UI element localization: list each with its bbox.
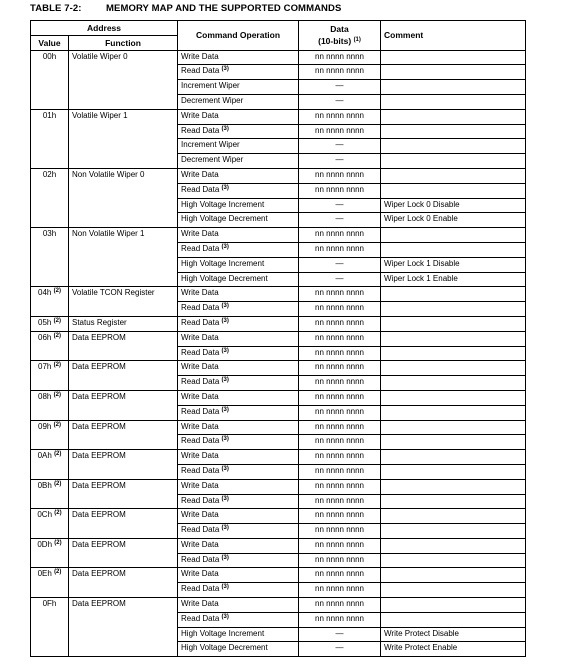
command-label: Read Data <box>181 613 220 623</box>
data-cell: — <box>299 80 381 95</box>
function-cell: Data EEPROM <box>69 390 178 420</box>
command-label: Read Data <box>181 465 220 475</box>
command-note: (3) <box>221 347 229 354</box>
command-label: Read Data <box>181 584 220 594</box>
command-note: (3) <box>221 584 229 591</box>
address-note: (2) <box>54 539 62 546</box>
command-label: Increment Wiper <box>181 81 240 91</box>
command-cell <box>178 464 299 479</box>
data-cell: nn nnnn nnnn <box>299 583 381 598</box>
function-cell: Volatile Wiper 0 <box>69 50 178 109</box>
comment-cell: Wiper Lock 1 Enable <box>381 272 526 287</box>
command-label: Write Data <box>181 599 219 609</box>
command-label: High Voltage Increment <box>181 199 265 209</box>
address-note: (2) <box>53 391 61 398</box>
command-cell <box>178 50 299 65</box>
command-label: Write Data <box>181 510 219 520</box>
command-cell <box>178 287 299 302</box>
address-value: 0Ch <box>37 510 53 520</box>
data-cell: nn nnnn nnnn <box>299 376 381 391</box>
comment-cell: Wiper Lock 0 Disable <box>381 198 526 213</box>
table-title: MEMORY MAP AND THE SUPPORTED COMMANDS <box>106 3 342 14</box>
comment-cell <box>381 420 526 435</box>
data-header-label: Data <box>330 24 349 35</box>
command-cell <box>178 390 299 405</box>
data-cell: nn nnnn nnnn <box>299 479 381 494</box>
address-value: 03h <box>42 229 57 239</box>
data-cell: nn nnnn nnnn <box>299 538 381 553</box>
command-label: Write Data <box>181 451 219 461</box>
value-header: Value <box>31 35 69 50</box>
address-value: 08h <box>38 391 52 401</box>
comment-header: Comment <box>381 21 526 51</box>
comment-cell <box>381 331 526 346</box>
command-cell <box>178 242 299 257</box>
data-cell: — <box>299 642 381 657</box>
address-value: 07h <box>38 362 52 372</box>
command-label: Read Data <box>181 377 220 387</box>
command-cell <box>178 376 299 391</box>
comment-cell <box>381 302 526 317</box>
comment-cell <box>381 80 526 95</box>
command-cell <box>178 583 299 598</box>
command-label: Read Data <box>181 554 220 564</box>
table-row <box>31 450 526 465</box>
address-note: (2) <box>54 569 62 576</box>
command-label: Write Data <box>181 288 219 298</box>
command-label: Read Data <box>181 406 220 416</box>
command-cell <box>178 154 299 169</box>
command-cell <box>178 346 299 361</box>
command-label: Write Data <box>181 569 219 579</box>
command-label: High Voltage Decrement <box>181 214 268 224</box>
comment-cell <box>381 494 526 509</box>
table-row <box>31 598 526 613</box>
function-cell: Data EEPROM <box>69 479 178 509</box>
address-value-cell <box>31 109 69 168</box>
command-cell <box>178 109 299 124</box>
comment-cell <box>381 65 526 80</box>
function-cell: Data EEPROM <box>69 509 178 539</box>
comment-cell <box>381 316 526 331</box>
command-label: Write Data <box>181 421 219 431</box>
command-cell <box>178 494 299 509</box>
address-value-cell <box>31 390 69 420</box>
data-cell: nn nnnn nnnn <box>299 568 381 583</box>
function-cell: Data EEPROM <box>69 538 178 568</box>
comment-cell <box>381 450 526 465</box>
data-cell: nn nnnn nnnn <box>299 390 381 405</box>
comment-cell <box>381 50 526 65</box>
command-label: High Voltage Decrement <box>181 273 268 283</box>
command-cell <box>178 420 299 435</box>
data-header-note: (1) <box>353 37 361 44</box>
command-label: Read Data <box>181 495 220 505</box>
command-cell <box>178 65 299 80</box>
command-note: (3) <box>221 317 229 324</box>
address-value-cell <box>31 509 69 539</box>
data-cell: nn nnnn nnnn <box>299 302 381 317</box>
command-cell <box>178 331 299 346</box>
comment-cell <box>381 124 526 139</box>
command-label: High Voltage Increment <box>181 628 265 638</box>
comment-cell <box>381 390 526 405</box>
comment-cell <box>381 154 526 169</box>
address-note: (2) <box>53 317 61 324</box>
data-cell: nn nnnn nnnn <box>299 228 381 243</box>
data-cell: — <box>299 257 381 272</box>
command-cell <box>178 183 299 198</box>
table-row <box>31 479 526 494</box>
command-label: Read Data <box>181 317 220 327</box>
address-note: (2) <box>54 510 62 517</box>
command-cell <box>178 94 299 109</box>
command-label: Write Data <box>181 169 219 179</box>
address-value-cell <box>31 361 69 391</box>
address-note: (2) <box>53 288 61 295</box>
comment-cell <box>381 464 526 479</box>
comment-cell: Write Protect Enable <box>381 642 526 657</box>
command-note: (3) <box>221 613 229 620</box>
command-cell <box>178 509 299 524</box>
data-cell: nn nnnn nnnn <box>299 124 381 139</box>
command-label: Write Data <box>181 539 219 549</box>
command-cell <box>178 302 299 317</box>
command-cell <box>178 124 299 139</box>
command-label: Write Data <box>181 51 219 61</box>
table-row <box>31 228 526 243</box>
command-cell <box>178 598 299 613</box>
comment-cell <box>381 509 526 524</box>
table-row <box>31 109 526 124</box>
table-caption <box>30 3 341 14</box>
table-row <box>31 316 526 331</box>
comment-cell <box>381 538 526 553</box>
comment-cell <box>381 405 526 420</box>
address-value: 02h <box>42 169 57 179</box>
address-value: 0Fh <box>42 599 57 609</box>
command-label: Read Data <box>181 184 220 194</box>
table-row <box>31 420 526 435</box>
data-cell: — <box>299 627 381 642</box>
command-note: (3) <box>221 66 229 73</box>
address-value-cell <box>31 287 69 317</box>
command-label: Read Data <box>181 436 220 446</box>
command-cell <box>178 435 299 450</box>
address-note: (2) <box>54 480 62 487</box>
command-cell <box>178 168 299 183</box>
command-cell <box>178 139 299 154</box>
data-cell: nn nnnn nnnn <box>299 598 381 613</box>
table-row <box>31 509 526 524</box>
command-cell <box>178 479 299 494</box>
function-cell: Non Volatile Wiper 0 <box>69 168 178 227</box>
command-label: Read Data <box>181 303 220 313</box>
command-cell <box>178 538 299 553</box>
command-cell <box>178 450 299 465</box>
comment-cell <box>381 109 526 124</box>
data-cell: — <box>299 272 381 287</box>
command-label: Write Data <box>181 391 219 401</box>
address-note: (2) <box>53 332 61 339</box>
command-label: Read Data <box>181 125 220 135</box>
comment-cell <box>381 435 526 450</box>
comment-cell <box>381 568 526 583</box>
command-cell <box>178 568 299 583</box>
comment-cell <box>381 612 526 627</box>
address-value-cell <box>31 598 69 657</box>
comment-cell: Write Protect Disable <box>381 627 526 642</box>
table-row <box>31 538 526 553</box>
command-cell <box>178 257 299 272</box>
address-value-cell <box>31 479 69 509</box>
command-note: (3) <box>221 406 229 413</box>
data-cell: nn nnnn nnnn <box>299 50 381 65</box>
command-note: (3) <box>221 554 229 561</box>
command-cell <box>178 272 299 287</box>
address-header: Address <box>31 21 178 36</box>
command-cell <box>178 361 299 376</box>
data-cell: nn nnnn nnnn <box>299 494 381 509</box>
address-note: (2) <box>53 421 61 428</box>
address-value-cell <box>31 450 69 480</box>
table-row <box>31 287 526 302</box>
address-note: (2) <box>53 362 61 369</box>
address-value-cell <box>31 316 69 331</box>
table-body <box>31 50 526 657</box>
function-cell: Data EEPROM <box>69 450 178 480</box>
comment-cell: Wiper Lock 0 Enable <box>381 213 526 228</box>
address-note: (2) <box>54 451 62 458</box>
command-header: Command Operation <box>178 21 299 51</box>
address-value-cell <box>31 568 69 598</box>
command-label: Write Data <box>181 110 219 120</box>
command-note: (3) <box>221 465 229 472</box>
comment-cell <box>381 598 526 613</box>
command-label: High Voltage Increment <box>181 258 265 268</box>
command-cell <box>178 213 299 228</box>
command-note: (3) <box>221 243 229 250</box>
function-cell: Volatile Wiper 1 <box>69 109 178 168</box>
data-header <box>299 21 381 51</box>
function-cell: Non Volatile Wiper 1 <box>69 228 178 287</box>
comment-cell <box>381 139 526 154</box>
function-cell: Volatile TCON Register <box>69 287 178 317</box>
address-value: 0Eh <box>37 569 52 579</box>
data-cell: nn nnnn nnnn <box>299 287 381 302</box>
data-cell: nn nnnn nnnn <box>299 509 381 524</box>
comment-cell <box>381 94 526 109</box>
table-header <box>31 21 526 51</box>
command-cell <box>178 553 299 568</box>
address-value: 0Bh <box>37 480 52 490</box>
command-note: (3) <box>221 125 229 132</box>
function-cell: Data EEPROM <box>69 568 178 598</box>
comment-cell <box>381 346 526 361</box>
data-cell: nn nnnn nnnn <box>299 405 381 420</box>
function-cell: Data EEPROM <box>69 598 178 657</box>
function-cell: Data EEPROM <box>69 361 178 391</box>
command-label: Write Data <box>181 332 219 342</box>
data-cell: nn nnnn nnnn <box>299 524 381 539</box>
address-value: 0Dh <box>37 539 53 549</box>
command-note: (3) <box>221 436 229 443</box>
command-label: Read Data <box>181 243 220 253</box>
command-cell <box>178 627 299 642</box>
command-cell <box>178 405 299 420</box>
comment-cell: Wiper Lock 1 Disable <box>381 257 526 272</box>
command-label: Write Data <box>181 229 219 239</box>
address-value: 06h <box>38 332 52 342</box>
command-note: (3) <box>221 377 229 384</box>
command-label: Write Data <box>181 362 219 372</box>
command-note: (3) <box>221 184 229 191</box>
comment-cell <box>381 168 526 183</box>
function-cell: Data EEPROM <box>69 331 178 361</box>
address-value: 01h <box>42 110 57 120</box>
command-label: Read Data <box>181 66 220 76</box>
comment-cell <box>381 479 526 494</box>
command-cell <box>178 316 299 331</box>
command-note: (3) <box>221 495 229 502</box>
table-row <box>31 168 526 183</box>
data-header-sub: (10-bits) <box>318 36 352 47</box>
comment-cell <box>381 376 526 391</box>
command-label: Decrement Wiper <box>181 95 244 105</box>
data-cell: nn nnnn nnnn <box>299 168 381 183</box>
table-number: TABLE 7-2: <box>30 3 82 14</box>
data-cell: nn nnnn nnnn <box>299 612 381 627</box>
function-header: Function <box>69 35 178 50</box>
command-note: (3) <box>221 525 229 532</box>
memory-map-table <box>30 20 526 657</box>
command-cell <box>178 642 299 657</box>
comment-cell <box>381 361 526 376</box>
comment-cell <box>381 228 526 243</box>
data-cell: nn nnnn nnnn <box>299 65 381 80</box>
command-label: Read Data <box>181 347 220 357</box>
data-cell: — <box>299 213 381 228</box>
data-cell: nn nnnn nnnn <box>299 109 381 124</box>
data-cell: nn nnnn nnnn <box>299 361 381 376</box>
table-row <box>31 331 526 346</box>
command-label: Read Data <box>181 525 220 535</box>
address-value: 00h <box>42 51 57 61</box>
command-label: Write Data <box>181 480 219 490</box>
address-value-cell <box>31 420 69 450</box>
data-cell: nn nnnn nnnn <box>299 435 381 450</box>
command-cell <box>178 228 299 243</box>
comment-cell <box>381 553 526 568</box>
address-value-cell <box>31 331 69 361</box>
data-cell: — <box>299 94 381 109</box>
data-cell: nn nnnn nnnn <box>299 420 381 435</box>
command-note: (3) <box>221 303 229 310</box>
table-row <box>31 390 526 405</box>
data-cell: nn nnnn nnnn <box>299 242 381 257</box>
address-value-cell <box>31 538 69 568</box>
command-cell <box>178 198 299 213</box>
command-cell <box>178 524 299 539</box>
comment-cell <box>381 524 526 539</box>
comment-cell <box>381 583 526 598</box>
data-cell: — <box>299 154 381 169</box>
command-cell <box>178 80 299 95</box>
table-row <box>31 568 526 583</box>
command-cell <box>178 612 299 627</box>
data-cell: nn nnnn nnnn <box>299 183 381 198</box>
function-cell: Status Register <box>69 316 178 331</box>
table-row <box>31 50 526 65</box>
address-value-cell <box>31 168 69 227</box>
data-cell: nn nnnn nnnn <box>299 331 381 346</box>
comment-cell <box>381 183 526 198</box>
table-row <box>31 361 526 376</box>
command-label: High Voltage Decrement <box>181 643 268 653</box>
address-value: 09h <box>38 421 52 431</box>
data-cell: nn nnnn nnnn <box>299 316 381 331</box>
data-cell: nn nnnn nnnn <box>299 464 381 479</box>
address-value: 04h <box>38 288 52 298</box>
address-value: 0Ah <box>37 451 52 461</box>
address-value-cell <box>31 228 69 287</box>
data-cell: — <box>299 139 381 154</box>
command-label: Decrement Wiper <box>181 155 244 165</box>
comment-cell <box>381 287 526 302</box>
data-cell: nn nnnn nnnn <box>299 346 381 361</box>
comment-cell <box>381 242 526 257</box>
function-cell: Data EEPROM <box>69 420 178 450</box>
data-cell: nn nnnn nnnn <box>299 450 381 465</box>
data-cell: nn nnnn nnnn <box>299 553 381 568</box>
data-cell: — <box>299 198 381 213</box>
address-value: 05h <box>38 317 52 327</box>
address-value-cell <box>31 50 69 109</box>
command-label: Increment Wiper <box>181 140 240 150</box>
